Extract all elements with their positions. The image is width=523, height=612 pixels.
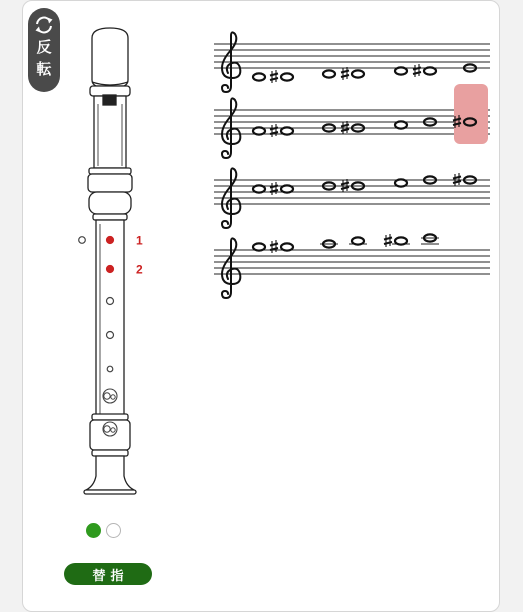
sharp-icon: [413, 64, 421, 77]
note-button[interactable]: [253, 73, 265, 80]
sharp-icon: [270, 70, 278, 83]
finger-hole: [107, 298, 114, 305]
notehead: [281, 185, 293, 192]
note-button[interactable]: [270, 240, 293, 253]
staff: [214, 32, 490, 92]
notehead: [352, 70, 364, 77]
notehead: [281, 127, 293, 134]
note-button[interactable]: [320, 240, 338, 247]
note-button[interactable]: [270, 182, 293, 195]
sharp-icon: [384, 234, 392, 247]
sharp-icon: [270, 182, 278, 195]
page-dot[interactable]: [106, 523, 121, 538]
notehead: [253, 185, 265, 192]
note-button[interactable]: [253, 127, 265, 134]
notehead: [253, 73, 265, 80]
rotate-icon: [33, 14, 55, 36]
recorder-diagram: [70, 24, 170, 500]
hole-number-label: 2: [136, 262, 143, 277]
notehead: [253, 127, 265, 134]
sharp-icon: [341, 67, 349, 80]
note-button[interactable]: [384, 234, 410, 247]
alt-fingering-label: 替指: [92, 568, 129, 584]
note-button[interactable]: [253, 243, 265, 250]
page-dot[interactable]: [86, 523, 101, 538]
notehead: [323, 70, 335, 77]
sharp-icon: [270, 124, 278, 137]
notehead: [424, 67, 436, 74]
notehead: [395, 121, 407, 128]
finger-hole: [107, 332, 114, 339]
note-button[interactable]: [253, 185, 265, 192]
notehead: [253, 243, 265, 250]
page-indicator: [86, 523, 121, 538]
finger-hole: [107, 366, 113, 372]
note-button[interactable]: [413, 64, 436, 77]
note-button[interactable]: [453, 84, 488, 144]
note-button[interactable]: [341, 67, 364, 80]
note-button[interactable]: [421, 234, 439, 244]
notehead: [395, 179, 407, 186]
note-button[interactable]: [349, 237, 367, 244]
staff: [214, 84, 490, 158]
flip-label-char: 転: [36, 60, 52, 78]
sharp-icon: [270, 240, 278, 253]
staff: [214, 168, 490, 228]
note-button[interactable]: [323, 70, 335, 77]
recorder-mouthpiece: [92, 28, 128, 86]
notehead: [395, 67, 407, 74]
notehead: [352, 237, 364, 244]
finger-hole: [107, 237, 114, 244]
note-button[interactable]: [270, 124, 293, 137]
thumb-hole: [79, 237, 86, 244]
note-button[interactable]: [270, 70, 293, 83]
note-button[interactable]: [395, 67, 407, 74]
note-highlight: [454, 84, 488, 144]
notehead: [281, 243, 293, 250]
finger-hole: [107, 266, 114, 273]
note-selector: [208, 26, 493, 306]
recorder-window: [103, 95, 116, 105]
recorder-foot-joint: [90, 420, 130, 450]
note-button[interactable]: [395, 179, 407, 186]
alt-fingering-button[interactable]: [64, 563, 152, 585]
staff: [214, 234, 490, 298]
notehead: [395, 237, 407, 244]
note-button[interactable]: [395, 121, 407, 128]
hole-number-label: 1: [136, 233, 143, 248]
flip-button[interactable]: [28, 8, 60, 92]
flip-label-char: 反: [36, 38, 52, 56]
notehead: [281, 73, 293, 80]
